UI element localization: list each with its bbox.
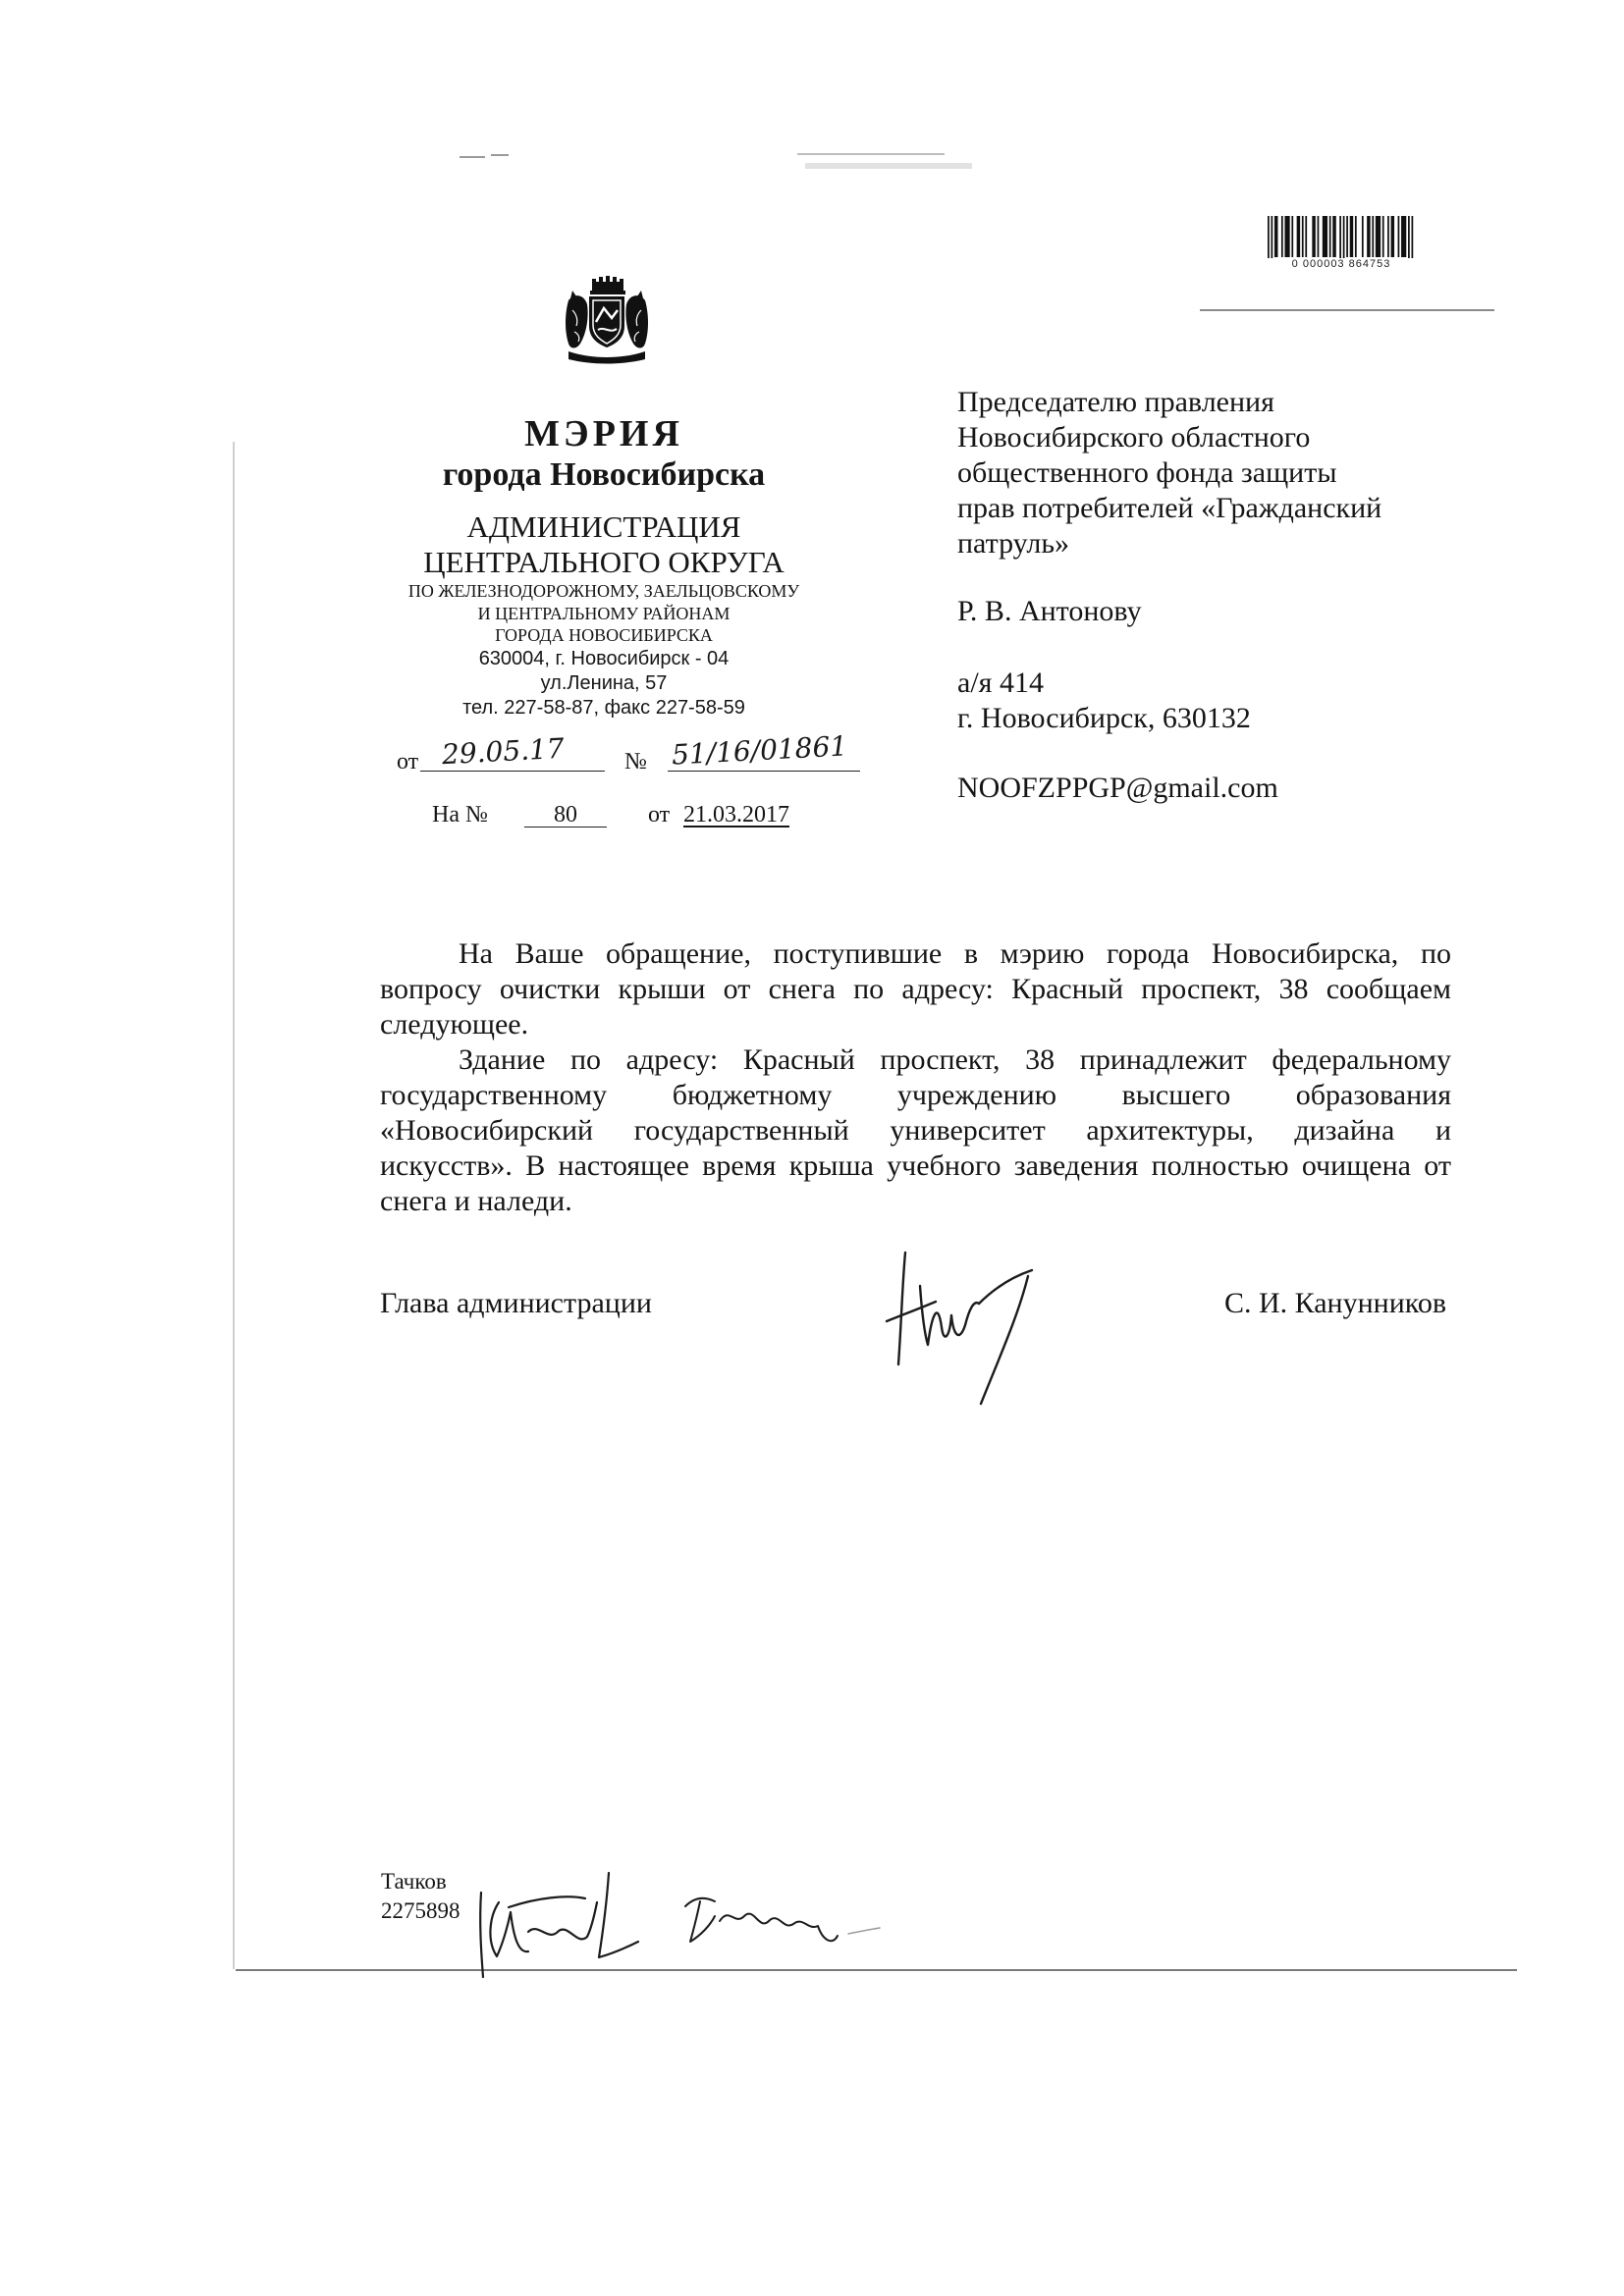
outgoing-number-field	[668, 729, 860, 772]
executor-name: Тачков	[381, 1869, 447, 1894]
barcode-bar	[1372, 216, 1374, 257]
outgoing-date-field	[420, 731, 605, 772]
body-line: следующее.	[380, 1008, 529, 1041]
recipient-line: общественного фонда защиты	[957, 456, 1337, 489]
scan-mark	[805, 163, 972, 169]
barcode-bar	[1274, 216, 1277, 257]
barcode-bar	[1281, 216, 1283, 257]
footer-rule	[236, 1969, 1517, 1971]
scan-mark	[491, 154, 509, 156]
body-line: снега и наледи.	[380, 1185, 572, 1217]
body-line: На Ваше обращение, поступившие в мэрию города Новосибирска, по	[459, 937, 1451, 970]
barcode-bar	[1355, 216, 1357, 257]
executor-phone: 2275898	[381, 1898, 460, 1923]
recipient-line: Новосибирского областного	[957, 421, 1311, 454]
reference-number-label: На №	[432, 802, 488, 828]
barcode-bar	[1367, 216, 1370, 257]
contact-line: 630004, г. Новосибирск - 04	[478, 647, 730, 669]
recipient-line: прав потребителей «Гражданский	[957, 492, 1382, 524]
barcode-bar	[1376, 216, 1380, 257]
district-line: ПО ЖЕЛЕЗНОДОРОЖНОМУ, ЗАЕЛЬЦОВСКОМУ	[407, 581, 800, 601]
executor-signature	[469, 1863, 642, 1983]
body-line: Здание по адресу: Красный проспект, 38 принадлежит федеральному	[459, 1043, 1451, 1076]
recipient-po-box: а/я 414	[957, 667, 1044, 699]
barcode-bar	[1312, 216, 1315, 257]
body-line: «Новосибирский государственный университет архитектуры, дизайна и	[380, 1114, 1451, 1147]
sender-header	[368, 410, 839, 721]
barcode-number: 0 000003 864753	[1267, 258, 1416, 270]
barcode-bar	[1346, 216, 1348, 257]
mayoralty-title: МЭРИЯ	[524, 413, 683, 454]
barcode-bar	[1362, 216, 1364, 257]
recipient-block	[957, 385, 1507, 806]
recipient-line: патруль»	[957, 527, 1070, 560]
district-line: ГОРОДА НОВОСИБИРСКА	[495, 625, 713, 645]
barcode-bar	[1302, 216, 1304, 257]
scan-mark	[797, 153, 945, 155]
outgoing-number: 51/16/01861	[671, 729, 848, 772]
reference-date-label: от	[648, 802, 671, 828]
administration-line: АДМИНИСТРАЦИЯ	[466, 509, 741, 544]
margin-line	[233, 442, 235, 1969]
head-signature	[881, 1245, 1038, 1410]
outgoing-number-label: №	[624, 749, 647, 774]
outgoing-date: 29.05.17	[441, 731, 566, 772]
district-line: И ЦЕНТРАЛЬНОМУ РАЙОНАМ	[477, 603, 731, 623]
body-line: искусств». В настоящее время крыша учебного заведения полностью очищена от	[380, 1149, 1451, 1182]
signatory-name: С. И. Канунников	[1223, 1287, 1446, 1319]
barcode-bar	[1318, 216, 1320, 257]
barcode-bar	[1305, 216, 1307, 257]
barcode-bar	[1284, 216, 1289, 257]
barcode-bar	[1398, 216, 1400, 257]
coat-of-arms-icon	[563, 275, 651, 365]
recipient-email: NOOFZPPGP@gmail.com	[957, 772, 1278, 804]
contact-line: ул.Ленина, 57	[540, 671, 668, 694]
body-line: вопросу очистки крыши от снега по адресу: Красный проспект, 38 сообщаем	[380, 973, 1451, 1005]
approver-signature	[676, 1887, 884, 1951]
barcode-bar	[1291, 216, 1293, 257]
barcode-bar	[1401, 216, 1406, 257]
scan-mark	[460, 156, 485, 158]
letter-body	[380, 936, 1451, 1219]
reference-date: 21.03.2017	[683, 802, 789, 828]
recipient-city: г. Новосибирск, 630132	[957, 702, 1251, 734]
barcode-bar	[1350, 216, 1353, 257]
recipient-line: Председателю правления	[957, 386, 1274, 418]
barcode-bar	[1391, 216, 1394, 257]
contact-line: тел. 227-58-87, факс 227-58-59	[462, 696, 745, 719]
recipient-name: Р. В. Антонову	[957, 595, 1142, 627]
barcode-bar	[1382, 216, 1384, 257]
barcode-bar	[1332, 216, 1335, 257]
administration-line: ЦЕНТРАЛЬНОГО ОКРУГА	[423, 545, 785, 579]
barcode-bar	[1387, 216, 1389, 257]
body-line: государственному бюджетному учреждению высшего образования	[380, 1079, 1451, 1111]
barcode-bar	[1329, 216, 1331, 257]
signatory-position: Глава администрации	[380, 1287, 652, 1319]
barcode-underline	[1200, 309, 1494, 311]
barcode-bar	[1323, 216, 1327, 257]
reference-number: 80	[524, 801, 607, 828]
outgoing-date-label: от	[397, 749, 419, 774]
barcode-bar	[1297, 216, 1300, 257]
city-title: города Новосибирска	[442, 456, 766, 493]
barcode	[1267, 216, 1416, 273]
